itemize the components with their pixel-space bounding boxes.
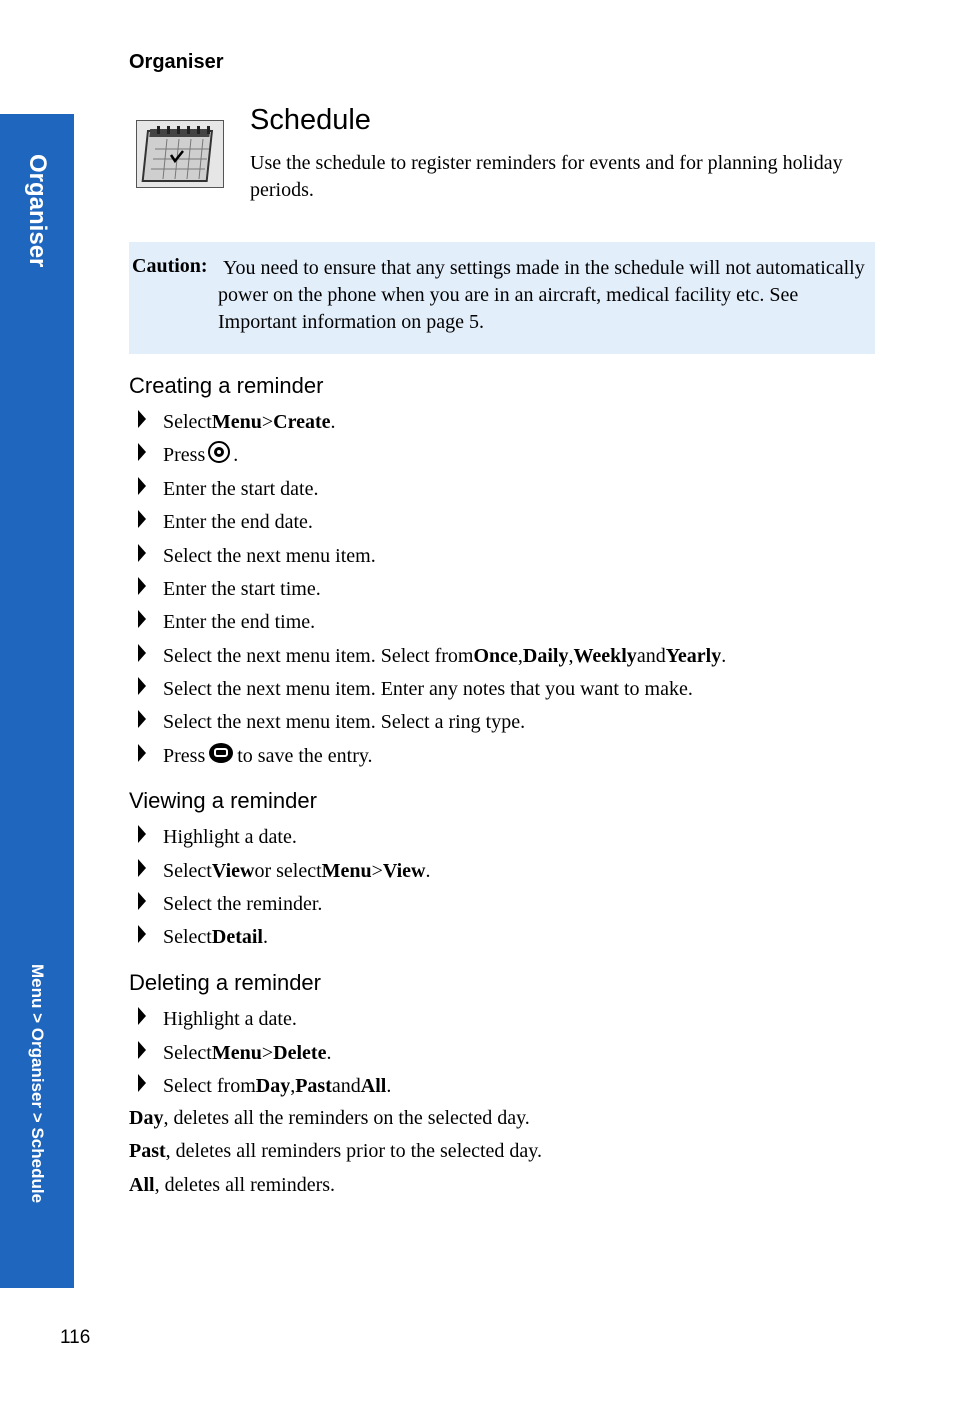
list-item: Enter the start time. [138,575,321,603]
side-tab-top-label: Organiser [24,154,51,268]
caution-box [129,242,875,354]
list-item: Select the next menu item. Enter any notes that you want to make. [138,675,693,703]
list-item: Enter the start date. [138,475,319,503]
list-item: Highlight a date. [138,823,297,851]
creating-heading: Creating a reminder [129,373,324,398]
list-item: Select View or select Menu > View . [138,857,431,885]
bullet-arrow-icon [138,859,146,877]
bullet-arrow-icon [138,544,146,562]
bullet-arrow-icon [138,443,146,461]
joystick-center-key-icon [208,441,230,469]
viewing-heading: Viewing a reminder [129,788,317,813]
bullet-arrow-icon [138,477,146,495]
bullet-arrow-icon [138,925,146,943]
list-item: Enter the end date. [138,508,313,536]
note-past: Past, deletes all reminders prior to the selected day. [129,1140,543,1162]
list-item: Select the next menu item. Select a ring type. [138,708,525,736]
caution-text: You need to ensure that any settings made in the schedule will not automatically power on the phone when you are in an aircraft, medical facility etc. See Important information on page 5. [218,257,865,333]
list-item: Select from Day , Past and All . [138,1072,391,1100]
bullet-arrow-icon [138,744,146,762]
note-all: All, deletes all reminders. [129,1174,336,1196]
save-key-icon [208,742,234,770]
list-item: Highlight a date. [138,1005,297,1033]
bullet-arrow-icon [138,577,146,595]
list-item: Press . [138,441,238,469]
bullet-arrow-icon [138,677,146,695]
bullet-arrow-icon [138,1041,146,1059]
deleting-heading: Deleting a reminder [129,970,321,995]
bullet-arrow-icon [138,710,146,728]
note-day: Day, deletes all the reminders on the selected day. [129,1107,530,1129]
bullet-arrow-icon [138,644,146,662]
bullet-arrow-icon [138,892,146,910]
running-header: Organiser [129,51,224,73]
bullet-arrow-icon [138,610,146,628]
bullet-arrow-icon [138,410,146,428]
list-item: Select the next menu item. Select from Once , Daily , Weekly and Yearly . [138,642,726,670]
section-title: Schedule [250,104,371,136]
list-item: Select the reminder. [138,890,322,918]
page-number: 116 [60,1327,91,1348]
calendar-icon [136,120,224,188]
list-item: Select Detail . [138,923,268,951]
list-item: Enter the end time. [138,608,315,636]
list-item: Select Menu > Delete . [138,1039,331,1067]
caution-label: Caution: [132,255,208,277]
bullet-arrow-icon [138,825,146,843]
bullet-arrow-icon [138,510,146,528]
list-item: Press to save the entry. [138,742,373,770]
section-intro: Use the schedule to register reminders for events and for planning holiday periods. [250,152,843,201]
list-item: Select Menu > Create . [138,408,336,436]
list-item: Select the next menu item. [138,542,376,570]
bullet-arrow-icon [138,1074,146,1092]
bullet-arrow-icon [138,1007,146,1025]
